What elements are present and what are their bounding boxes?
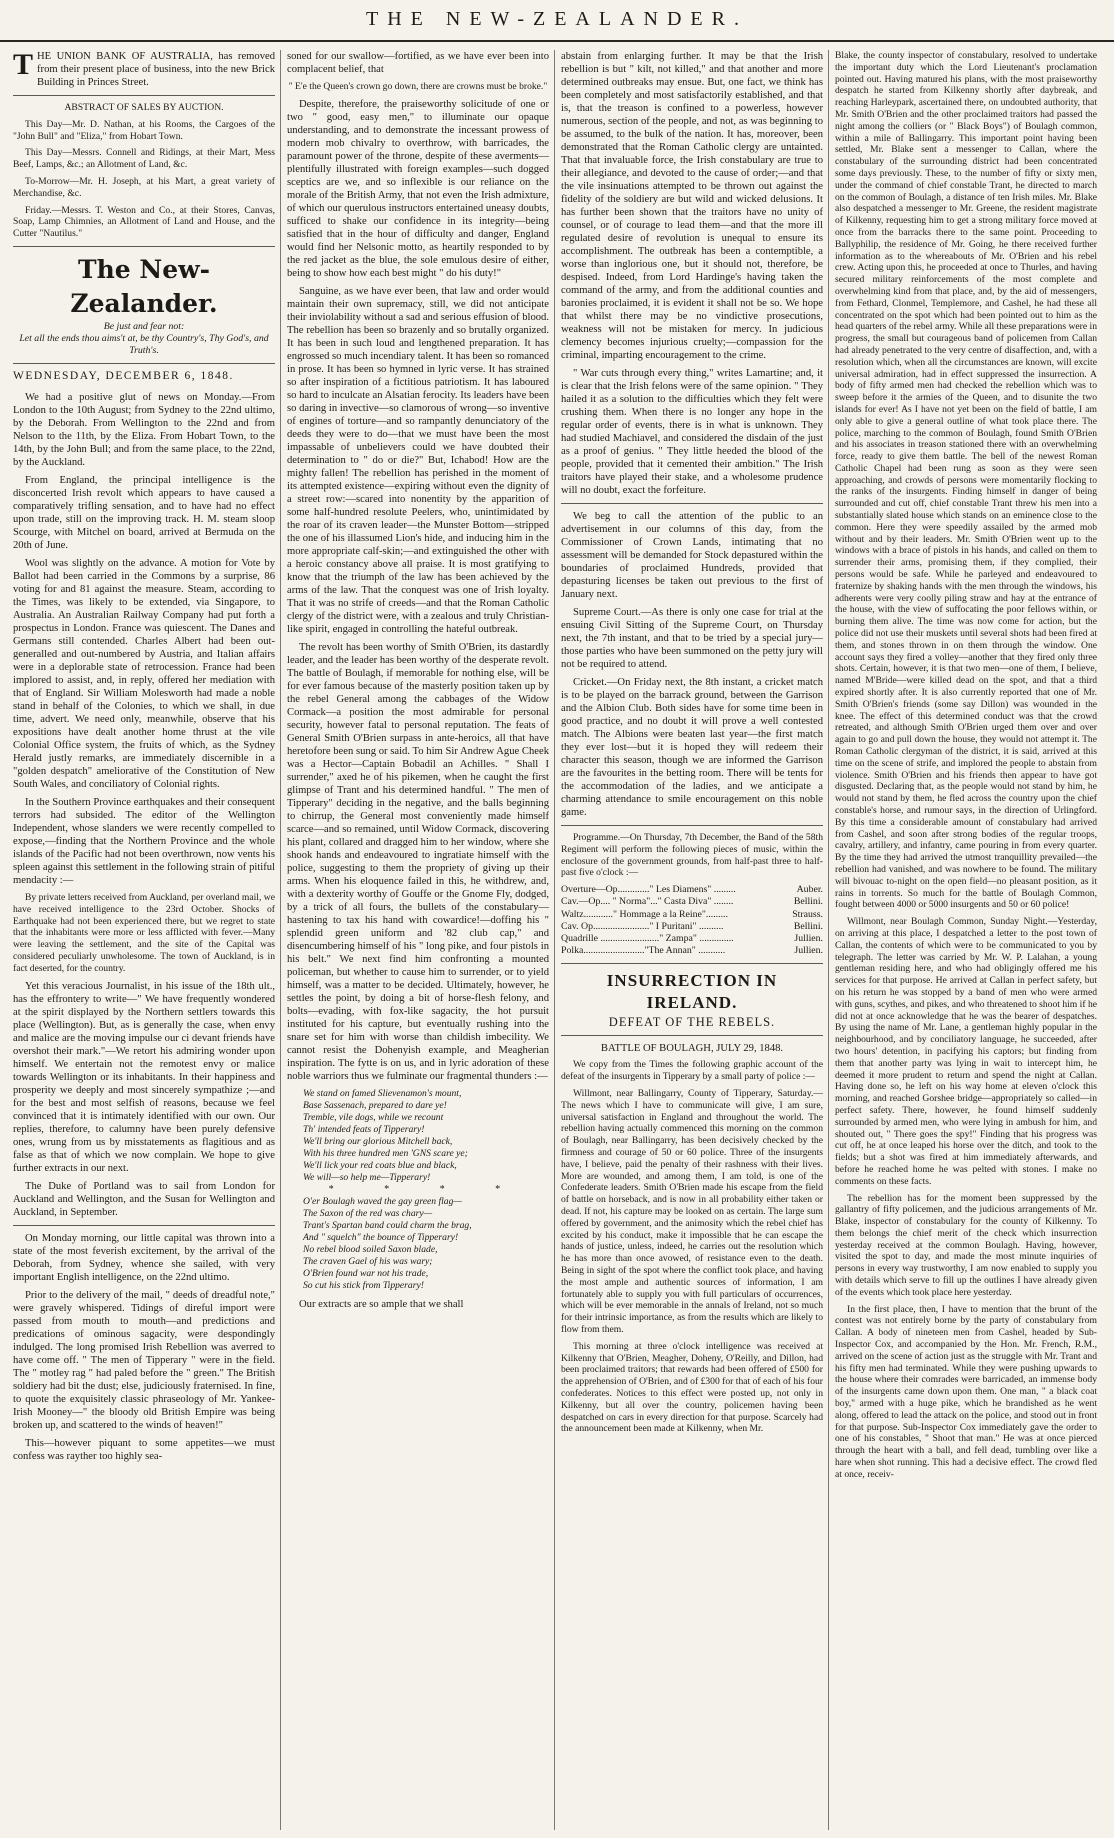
programme-row: Cav.—Op.... " Norma"..." Casta Diva" ........ Bellini. bbox=[561, 896, 823, 908]
battle-dateline: BATTLE OF BOULAGH, JULY 29, 1848. bbox=[600, 1043, 784, 1055]
article-paragraph: Willmont, near Ballingarry, County of Tipperary, Saturday.—The news which I have to communicate will give, I am sure, universal satisfaction in England and throughout the world. The rebellion having actually commenced this morning on the common of Boulagh, near Ballingarry, has been decisively checked by the firmness and courage of 50 or 60 police. Three of the insurgents have, I believe, paid the penalty of their rashness with their lives. More are wounded, and among them, I am told, is one of the Confederate leaders. Smith O'Brien made his escape from the field of battle on horseback, and is now in all probability either taken or dead. If not, his capture may be looked on as certain. The large sum offered by government, and the animosity which the rebel chief has excited by his conduct, make it impossible that he can escape the hands of justice, unless, indeed, he carries out the resolution which he has more than once avowed, of resistance even to the death. Being in sight of the spot where the conflict took place, and having the most ample and authentic sources of information, I am fortunately able to supply you with full particulars of occurrences, which will be ever memorable in the annals of Ireland, not so much for their intrinsic importance, as from the results which are likely to flow from them. bbox=[561, 1088, 823, 1335]
article-paragraph: The rebellion has for the moment been suppressed by the gallantry of fifty policemen, and the judicious arrangements of Mr. Blake, inspector of constabulary for the county of Kilkenny. To them belongs the chief merit of the check which insurrection yesterday received at the common Boulagh. Having, however, visited the spot to day, and made the most minute inquiries of persons in every way trustworthy, I am now enabled to supply you with details which serve to fill up the outlines I have already given of the events which took place here yesterday. bbox=[835, 1192, 1097, 1298]
article-paragraph: Our extracts are so ample that we shall bbox=[299, 1298, 464, 1310]
verse-line: Base Sassenach, prepared to dare ye! bbox=[303, 1099, 447, 1111]
verse-line: The craven Gael of his was wary; bbox=[303, 1255, 433, 1267]
article-paragraph: In the first place, then, I have to mention that the brunt of the contest was not entirely borne by the party of constabulary from Callan. A body of nineteen men from Cashel, headed by Sub-Inspector Cox, and accompanied by the Hon. Mr. French, R.M., arrived on the scene of action just as the struggle with Mr. Trant and his fifty men had terminated. While they were pushing upwards to the house where their comrades were barricaded, an immense body of the insurgents came down upon them. One man, " a black coat boy," armed with a huge pike, which he brandished as he went along, offered to lead the attack on the police, and stood out in front for that purpose. Sub-Inspector Cox immediately gave the order to one of his constables, " Shoot that man." He was at once pierced through the heart with a ball, and fell dead, tumbling over like a hare when shot running. This had a decisive effect. The crowd fled at once, receiv- bbox=[835, 1303, 1097, 1480]
column-rule bbox=[554, 50, 555, 1830]
verse-quote: " E'e the Queen's crown go down, there are crowns must be broke." bbox=[288, 81, 548, 92]
verse-line: Tremble, vile dogs, while we recount bbox=[303, 1111, 444, 1123]
motto-line: Be just and fear not: bbox=[103, 320, 185, 332]
divider bbox=[13, 95, 275, 96]
article-paragraph: On Monday morning, our little capital was thrown into a state of the most feverish excitement, by the arrival of the Deborah, from Sydney, whence she sailed, with very important English intelligence, on the 22nd ultimo. bbox=[13, 1232, 275, 1283]
article-paragraph: This morning at three o'clock intelligence was received at Kilkenny that O'Brien, Meagher, Doheny, O'Reilly, and Dillon, had been proclaimed traitors; that rewards had been offered of £500 for the apprehension of O'Brien, and of £300 for that of each of his four confederates. Notices to this effect were posted up, not only in Kilkenny, but all over the country, policemen having been despatched on cars in every direction for that purpose. Scarcely had the announcement been made at Kilkenny, when Mr. bbox=[561, 1340, 823, 1435]
notice-paragraph: Supreme Court.—As there is only one case for trial at the ensuing Civil Sitting of the Supreme Court, on Thursday next, the 7th instant, and that to be tried by a special jury—those parties who have been summoned on the petty jury will not be required to attend. bbox=[561, 607, 823, 670]
quoted-extract: By private letters received from Auckland, per overland mail, we have received intelligence to the 23rd October. Shocks of Earthquake had not been experienced there, but we regret to state that the inhabitants were more or less afflicted with fever.—Many were leaving the settlement, and the site of the Capital was considered peculiarly unwholesome. The town of Auckland, is in fact deserted, for the country. bbox=[13, 891, 275, 974]
column-rule bbox=[828, 50, 829, 1830]
verse-line: We stand on famed Slievenamon's mount, bbox=[303, 1087, 462, 1099]
stars-divider: * * * * bbox=[328, 1183, 524, 1195]
divider bbox=[13, 246, 275, 247]
programme-row: Cav. Op......................." I Puritani" .......... Bellini. bbox=[561, 920, 823, 932]
verse-line: With his three hundred men 'GNS scare ye; bbox=[303, 1147, 468, 1159]
article-paragraph: The revolt has been worthy of Smith O'Brien, its dastardly leader, and the leader has been worthy of the desperate revolt. The battle of Boulagh, if memorable for nothing else, will be for ever famous because of the masterly position taken up by the rebel General among the cabbages of the Widow Cormack—a position the most admirable for personal security, however fatal to personal reputation. The feats of General Smith O'Brien surpass in ante-heroics, all that have heretofore been sung or said. To him Sir Andrew Ague Cheek was a Hector—Captain Bobadil an Achilles. " Shall I surrender," axed he of his pikemen, when he caught the first glimpse of Trant and his determined handful. " The men of Tipperary" deciding in the negative, and the balls beginning to chirrup, the General most conveniently made himself scarce—and so remained, until Widow Cormack, discovering his plant, collared and dragged him to her window, where she shook hands and endeavoured to ingratiate himself with the police, suggesting to them the propriety of giving up their arms. When his eloquence failed in this, he withdrew, and, with a dexterity worthy of Gouffe or the Gnome Fly, dodged, by a trick of all fours, the bullets of the constabulary—hastening to tax his hand with cowardice!—doffing his " splendid green uniform and '82 club cap," and disencumbering himself of his " long pike, and four pistols in his belt." We next find him confronting a mounted policeman, but whether to cause him to surrender, or to yield himself, was a matter to be decided. Ultimately, however, he settles the point, by doing a bit of horse-flesh felony, and bolts—evading, with fox-like sagacity, the hot pursuit instituted for his capture, but eventually rushing into the snare set for him with worse than childish imbecility. We cannot resist the Dohenyish example, and Meagherian inspiration. The fytte is on us, and in lyric adoration of these noble warriors thus we fulminate our fragmental thunders :— bbox=[287, 641, 549, 1082]
verse-line: We will—so help me—Tipperary! bbox=[303, 1171, 431, 1183]
verse-line: Trant's Spartan band could charm the brag, bbox=[303, 1219, 472, 1231]
verse-block bbox=[303, 1088, 549, 1292]
verse-line: We'll lick your red coats blue and black, bbox=[303, 1159, 457, 1171]
column-rule bbox=[280, 50, 281, 1830]
article-paragraph: " War cuts through every thing," writes Lamartine; and, it is clear that the Irish felons were of the same opinion. " They hailed it as a solution to the difficulties which they felt were crushing them. When there is no longer any hope in the regular order of events, there is in what is unknown. They had studied Machiavel, and considered the disdain of the just as a proof of genius. " They little heeded the blood of the people, provided that it cemented their ambition." The Irish traitors have played their stake, and a wholesome prudence will no doubt, exact the forfeiture. bbox=[561, 368, 823, 496]
programme-row: Quadrille ........................" Zampa" .............. Jullien. bbox=[561, 933, 823, 944]
section-subheadline: DEFEAT OF THE REBELS. bbox=[608, 1015, 776, 1030]
paper-title: The New-Zealander. bbox=[70, 254, 218, 318]
verse-line: The Saxon of the red was chary— bbox=[303, 1207, 433, 1219]
article-paragraph: We had a positive glut of news on Monday.—From London to the 10th August; from Sydney to the 22nd ultimo, by the Deborah. From Wellington to the 22nd and from Nelson to the 11th, by the Eliza. From Hobart Town, to the 14th, by the John Bull; and from the same place, to the 22nd, by the Auckland. bbox=[13, 391, 275, 468]
programme-row: Polka........................."The Annan" ........... Jullien. bbox=[561, 945, 823, 957]
programme-row: Waltz............" Hommage a la Reine"......... Strauss. bbox=[561, 908, 823, 920]
article-paragraph: soned for our swallow—fortified, as we have ever been into complacent belief, that bbox=[287, 51, 549, 75]
auction-item: This Day—Messrs. Connell and Ridings, at their Mart, Mess Beef, Lamps, &c.; an Allotment of Land, &c. bbox=[13, 147, 275, 171]
article-paragraph: Willmont, near Boulagh Common, Sunday Night.—Yesterday, on arriving at this place, I despatched a letter to the post town of Callan, the contents of which were to be communicated to you by telegraph. The letter was carried by Mr. W. P. Lalahan, a young gentleman residing here, and who had obligingly offered me his services for that purpose. He arrived at Callan in perfect safety, but on his return he was stopped by a band of men who were armed with guns, scythes, and pikes, and who threatened to shoot him if he did not at once acknowledge that he was the bearer of despatches. By using the name of Mr. Lane, a gentleman highly popular in the neighbourhood, and by conciliatory language, he succeeded, after two hours' detention, in pacifying his captors; but finding from them that another party was lying in wait to intercept him, he deemed it more prudent to return and spend the night at Callan. Having done so, he left on his way home at eleven o'clock this morning, and reached Gorshee bridge—appropriately so called—in perfect safety. There, however, he found himself suddenly surrounded by armed men, who were lying in ambush for him, and shouted out, " There goes the spy!" Finding that his progress was cut off, he at once leaped his horse over the ditch, and took to the fields; but a shot was fired at him immediately afterwards, and before he reached home he was pelted with stones. I make no comments on these facts. bbox=[835, 916, 1097, 1187]
column-1 bbox=[13, 50, 275, 1830]
verse-line: So cut his stick from Tipperary! bbox=[303, 1279, 424, 1291]
divider bbox=[13, 1225, 275, 1226]
article-paragraph: This—however piquant to some appetites—we must confess was rayther too highly sea- bbox=[13, 1437, 275, 1462]
divider bbox=[13, 363, 275, 364]
divider bbox=[561, 963, 823, 964]
programme-intro: Programme.—On Thursday, 7th December, the Band of the 58th Regiment will perform the following pieces of music, within the enclosure of the government grounds, from half-past three to half-past five o'clock :— bbox=[561, 832, 823, 879]
auction-heading: ABSTRACT OF SALES BY AUCTION. bbox=[64, 102, 224, 113]
verse-line: O'Brien found war not his trade, bbox=[303, 1267, 429, 1279]
divider bbox=[561, 1035, 823, 1036]
divider bbox=[561, 503, 823, 504]
masthead bbox=[0, 0, 1114, 42]
programme-row: Overture—Op............." Les Diamens" ......... Auber. bbox=[561, 884, 823, 896]
notice-paragraph: We beg to call the attention of the public to an advertisement in our columns of this day, from the Commissioner of Crown Lands, intimating that no assessment will be demanded for Stock depastured within the boundaries of proclaimed Hundreds, provided that depasturing licenses be taken out previous to the first of January next. bbox=[561, 511, 823, 600]
article-paragraph: abstain from enlarging further. It may be that the Irish rebellion is but " kilt, not killed," and that another and more determined outbreaks may ensue. But, one fact, we think has been completely and most satisfactorily established, and that is, that the treason is confined to a powerless, however numerous, section of the people, and not, as was beginning to be assumed, to the bulk of the nation. It has, moreover, been demonstrated that the Roman Catholic clergy are untainted. That that invaluable force, the Irish constabulary are true to their allegiance, and devoted to the cause of order;—and that the vile insinuations attempted to be thrown out against the fidelity of the soldiery are but wild and wicked delusions. It has further been shown that the traitors have no unity of counsel, or of courage to lead them—and that the more ill regulated desire of revolution is unequal to ensure its accomplishment. The outbreak has been a contemptible, a worse than inglorious one, but it should not, therefore, be despised. Indeed, from Lord Hardinge's having taken the command of the army, and from the additional counties and baronies proclaimed, it is evident it shall not be so. We hope that whilst there may be no vindictive prosecutions, weakness will not be mistaken for mercy. In judicious clemency becomes injurious cruelty;—compassion for the criminal, imparting encouragement to the crime. bbox=[561, 51, 823, 361]
article-paragraph: From England, the principal intelligence is the disconcerted Irish revolt which appears to have caused a comparatively trifling sensation, and to have had no effect upon trade, still on the improving track. H. M. steam sloop Scourge, with Mitchel on board, arrived at Bermuda on the 20th of June. bbox=[13, 474, 275, 551]
divider bbox=[561, 825, 823, 826]
verse-line: Th' intended feats of Tipperary! bbox=[303, 1123, 425, 1135]
auction-item: This Day—Mr. D. Nathan, at his Rooms, the Cargoes of the "John Bull" and "Eliza," from Hobart Town. bbox=[13, 118, 275, 142]
auction-item: To-Morrow—Mr. H. Joseph, at his Mart, a great variety of Merchandise, &c. bbox=[13, 175, 275, 199]
column-2 bbox=[287, 50, 549, 1830]
article-paragraph: The Duke of Portland was to sail from London for Auckland and Wellington, and the Susan for Wellington and Auckland, in September. bbox=[13, 1180, 275, 1218]
auction-item: Friday.—Messrs. T. Weston and Co., at their Stores, Canvas, Soap, Lamp Chimnies, an Allotment of Land and House, and the Cutter "Nautilus." bbox=[13, 204, 275, 240]
column-3 bbox=[561, 50, 823, 1830]
masthead-title: THE NEW-ZEALANDER. bbox=[366, 8, 748, 30]
article-paragraph: We copy from the Times the following graphic account of the defeat of the insurgents in Tipperary by a small party of police :— bbox=[561, 1059, 823, 1083]
column-4 bbox=[835, 50, 1097, 1830]
notice-paragraph: Cricket.—On Friday next, the 8th instant, a cricket match is to be played on the barrack ground, between the Garrison and the Albion Club. Both sides have for some time been in good practice, and no doubt it will prove a well contested match. The Albions were beaten last year—the first match they ever lost—but it is hoped they will redeem their character this season, though we are informed the Garrison are the favourites in the betting room. There will be tents for the accommodation of the ladies, and we anticipate a charming attendance to smile encouragement on this noble game. bbox=[561, 677, 823, 818]
verse-line: And " squelch" the bounce of Tipperary! bbox=[303, 1231, 459, 1243]
article-paragraph: Despite, therefore, the praiseworthy solicitude of one or two " good, easy men," to illuminate our opaque understanding, and to demonstrate the incessant prowess of modern mob chivalry to overthrow, with barricades, the paramount power of the throne, despite of these averments—plentifully illustrated with foreign examples—such dogged sceptics are we, and so inflexible is our reliance on the morale of the British Army, that not even the Irish admixture, of which our querulous instructors entertained uneasy doubts, sufficed to shake our confidence in its integrity—being satisfied that in the hour of difficulty and danger, England would find her Nelsonic motto, as heartily responded to by the red jacket as the blue, the sole emulous desire of either, being to show how each best might " do his duty!" bbox=[287, 98, 549, 279]
article-paragraph: Yet this veracious Journalist, in his issue of the 18th ult., has the effrontery to write—" We have frequently wondered at the spirit displayed by the Northern settlers towards this place (Wellington). But, as is generally the case, when envy and malice are the moving impulse our ci devant friends have overshot their mark."—We retort his admiring wonder upon himself. We entertain not the remotest envy or malice towards Wellington or its inhabitants. In their happiness and prosperity we deeply and most sincerely sympathize ;—and for the best and most selfish of reasons, because we feel convinced that it is intimately identified with our own. Our replies, therefore, to calumny have been purely defensive ones, wrung from us by misstatements as flagitious and as false as that of which we now complain. We hope to give further extracts in our next. bbox=[13, 980, 275, 1174]
programme-list bbox=[561, 884, 823, 957]
drop-cap: T bbox=[13, 50, 34, 81]
dateline: WEDNESDAY, DECEMBER 6, 1848. bbox=[13, 369, 234, 382]
article-paragraph: In the Southern Province earthquakes and their consequent terrors had subsided. The editor of the Wellington Independent, whose slanders we were recently compelled to expose,—finding that the Northern Province and the whole islands of the Pacific had not been overthrown, now vents his spleen against this settlement in the following strain of pitiful mendacity :— bbox=[13, 796, 275, 886]
article-paragraph: Prior to the delivery of the mail, " deeds of dreadful note," were gravely whispered. Tidings of direful import were passed from mouth to mouth—and predictions and predications of ominous sagacity, were despondingly indulged. The long promised Irish Rebellion was averred to have come off. " The men of Tipperary " were in the field. The " motley rag " had paled before the " green." The British soldiery had bit the dust; else, judiciously fraternised. In fine, to quote the exquisitely classic phraseology of Mr. Yankee-Irish Mooney—" the bloody old British Empire was being broken up, and scattered to the winds of heaven!" bbox=[13, 1289, 275, 1431]
bank-notice: THE UNION BANK OF AUSTRALIA, has removed from their present place of business, into the new Brick Building in Princes Street. bbox=[13, 50, 275, 88]
verse-line: No rebel blood soiled Saxon blade, bbox=[303, 1243, 438, 1255]
article-paragraph: Blake, the county inspector of constabulary, resolved to undertake the important duty which the Lord Lieutenant's proclamation pointed out. Having matured his plans, with the most praiseworthy despatch he started from Kilkenny shortly after daybreak, and reaching Harleypark, ascertained there, on undoubted authority, that Mr. Smith O'Brien and the other proclaimed traitors had passed the night among the colliers (or " Black Boys") of Boulagh common, within a mile of Ballingarry. This important point having been settled, Mr. Blake sent a messenger to Callan, where the constabulary of the surrounding district had been concentrated some days previously. These, to the number of fifty or sixty men, under the command of chief constable Trant, he directed to march on the common of Boulagh, a distance of ten Irish miles. Mr. Blake also despatched a messenger to Mr. Greene, the resident magistrate of Kilkenny, requesting him to get a strong military force moved at once from the barracks there to the same point. Proceeding to Ballyphilip, the residence of Mr. Going, he there received further information as to the whereabouts of Mr. O'Brien and his rebel crew. Acting upon this, he proceeded at once to Thurles, and having secured military reinforcements of the most complete and overwhelming kind from that place, and, by the aid of messengers, from Fethard, Clonmel, Templemore, and Cashel, he had these all concentrated on the spot which had been pointed out to him as the head quarters of the rebel army. While all these preparations were in progress, the small but courageous band of policemen from Callan had already penetrated to the very centre of disaffection, and, with a resolution which, when all the circumstances are known, will excite universal admiration, had in effect suppressed the insurrection. A body of fifty armed men had checked the rebellion which was to sweep before it the armies of the Queen, and to disunite the two islands for ever! As I have not yet been on the field of battle, I am only able to give a general outline of what took place there. The police, marching to the common of Boulagh, found Smith O'Brien and his associates in treason stationed there with an overwhelming force, ready to give them battle. The bell of the newest Roman Catholic Chapel had been rung as soon as they were seen approaching, and crowds of persons were momentarily flocking to the ranks of the insurgents. Finding himself in danger of being surrounded and cut off, chief constable Trant threw his men into a substantially slated house which stands on an eminence close to the common. Here they were speedily assailed by the armed mob without and by their leaders. Mr. Smith O'Brien went up to the windows with a brace of pistols in his hands, and called on them to surrender their arms, promising them, if they complied, their persons would be safe. While he parleyed and endeavoured to fraternize by shaking hands with the men through the windows, his adherents were very coolly piling straw and hay at the entrance of the house, with the view of suffocating the poor fellows within, or burning them alive. The time was now come for action, but the police did not use their muskets until several shots had been fired at them, and stones thrown in on them through the window. One account says they fired a volley—another that they fired only three shots. Certain, however, it is that two men—one of them, I believe, named M'Bride—were killed dead on the spot, and that a third expired shortly after. It is also currently reported that one of Mr. Smith O'Brien's friends (some say Dillon) was wounded in the knee. The effect of this determined conduct was that the crowd retreated, and although Smith O'Brien urged them over and over again to go and pull down the house, they would not attempt it. The Roman Catholic clergyman of the district, it is said, arrived at this time on the scene of strife, and implored the people to abstain from violence. Smith O'Brien and his friends then appear to have got disgusted. Declaring that, as the people would not stand by him, he would not stand by them, he fled across the country upon the chief constable's horse, and rumour says, in the direction of Urlingford. By this time a considerable amount of constabulary had arrived from Cashel, and soon after strong bodies of the regular troops, cavalry, artillery, and infantry, came pouring in from every quarter. By the time they had arrived the utmost tranquillity prevailed—the rebellion had vanished, and was nowhere to be found. The military will bivouac to-night on the open field—no pleasant position, as it rains in torrents. So much for the battle of Boulagh Common, fought between 4000 or 5000 insurgents and 50 or 60 police! bbox=[835, 50, 1097, 911]
article-paragraph: Sanguine, as we have ever been, that law and order would maintain their own supremacy, still, we did not anticipate their inviolability without a sad and serious effusion of blood. The rebellion has been so brazenly and so brutally organized. It has been in such loud and lengthened preparation. It has engrossed so much incendiary talent. It has been so romanced in prose. It has been so hymned in lyric verse. It has strained so after inspiration of a fictitious patriotism. It has laboured so hard to inculcate an Alsatian ferocity. Its leaders have been so daring in invective—so clamorous of wrong—so inventive of engines of torture—and so rampantly denunciatory of the deeds they were to do—that we must have been the most impassable of unbelievers could we have doubted their determination to " do or die?" But, Ichabod! How are the mighty fallen! The rebellion has perished in the moment of its attempted existence—expiring without even the dignity of a street row:—scared into nonentity by the apparition of some half-hundred resolute Peelers, who, unintimidated by the roar of its craven leader—the Munster Bottom—stripped the one of his illassumed Lion's hide, and inducing him in the more appropriate calf-skin;—and extinguished the other with a heroic constancy above all praise. It is most gratifying to know that the triumph of the law has been achieved by the arms of the law. That the conquest was one of Irish loyalty. That it was no strife of creeds—and that the Roman Catholic clergy of the district were, with a zealous and truly Christian-like spirit, engaged in controlling the hateful outbreak. bbox=[287, 285, 549, 635]
article-paragraph: Wool was slightly on the advance. A motion for Vote by Ballot had been carried in the Commons by a surprise, 86 voting for and 81 against the measure. Steam, according to the Times, was likely to be extended, via Singapore, to Australia. An Australian Railway Company had put forth a prospectus in London. France was quiescent. The Danes and Germans still contended. Charles Albert had been out-generalled and out-numbered by Austria, and Italian affairs were in a deplorable state of retrocession. France had been implored to assist, and, in reply, offered her mediation with that of England. Sir William Molesworth had made a noble stand in behalf of the Colonies, to which we shall, in due time, advert. We need only, meanwhile, observe that his expositions have dealt another home thrust at the vile Colonial Office system, the fruits of which, as the Sydney Herald justly remarks, are immediately discernible in a "golden despatch" ameliorative of the Constitution of New South Wales, and conciliatory of Colonial rights. bbox=[13, 557, 275, 790]
motto-line: Let all the ends thou aims't at, be thy Country's, Thy God's, and Truth's. bbox=[19, 332, 269, 356]
verse-line: O'er Boulagh waved the gay green flag— bbox=[303, 1195, 462, 1207]
section-headline: INSURRECTION IN IRELAND. bbox=[606, 971, 778, 1013]
verse-line: We'll bring our glorious Mitchell back, bbox=[303, 1135, 453, 1147]
